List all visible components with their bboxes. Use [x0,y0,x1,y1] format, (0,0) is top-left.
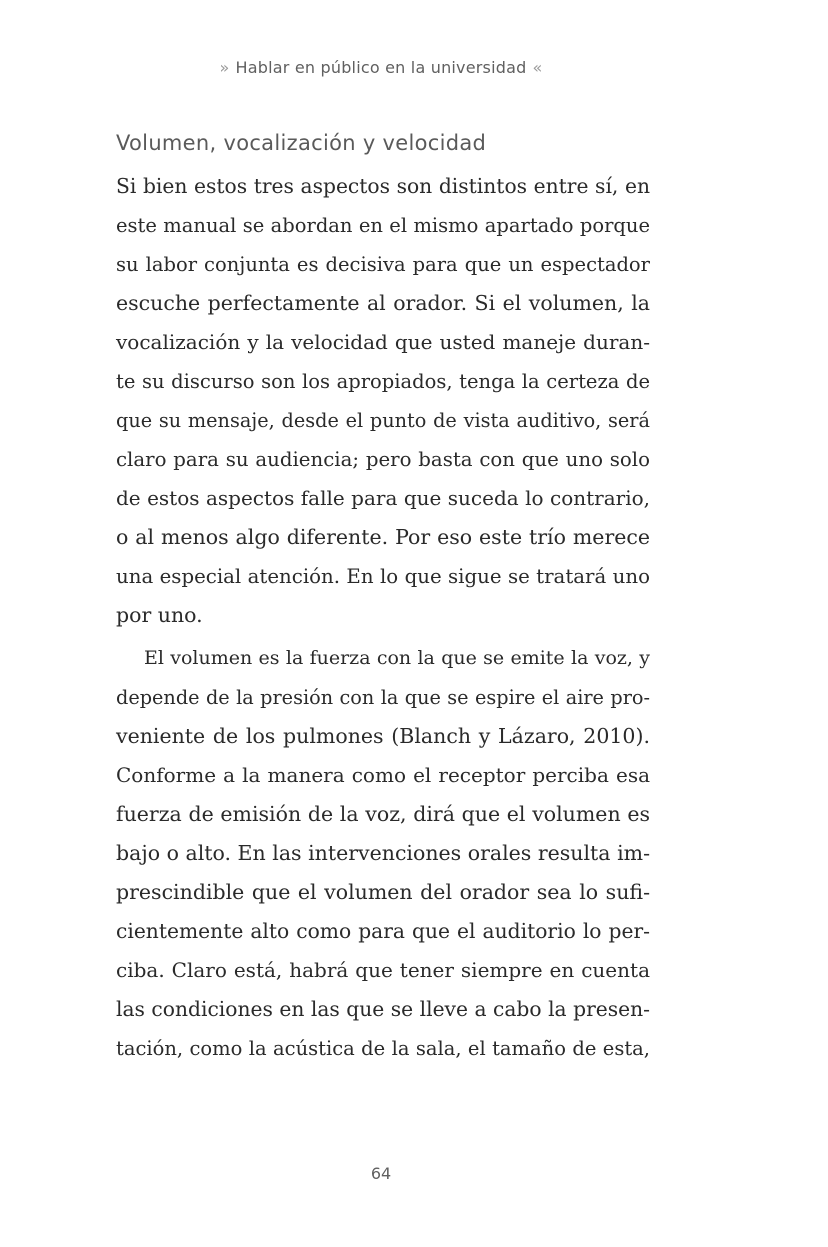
text-line: una especial atención. En lo que sigue se tratará uno [116,565,650,588]
page-number: 64 [370,1164,392,1183]
text-line: claro para su audiencia; pero basta con que uno solo [116,448,650,471]
header-title: Hablar en público en la universidad [235,58,527,77]
text-line: cientemente alto como para que el auditorio lo per- [116,919,650,943]
text-line: tación, como la acústica de la sala, el tamaño de esta, [116,1037,650,1060]
text-line: este manual se abordan en el mismo apartado porque [116,214,650,237]
text-line: escuche perfectamente al orador. Si el volumen, la [116,291,650,315]
text-line: bajo o alto. En las intervenciones orales resulta im- [116,841,650,865]
text-line: por uno. [116,603,203,627]
text-line: te su discurso son los apropiados, tenga la certeza de [116,370,650,393]
paragraph-2 [116,639,650,1068]
text-line: veniente de los pulmones (Blanch y Lázaro, 2010). [116,724,650,748]
text-line: Si bien estos tres aspectos son distintos entre sí, en [116,174,650,198]
body-text [116,167,650,1068]
text-line: El volumen es la fuerza con la que se emite la voz, y [144,647,650,669]
running-header [0,58,762,77]
header-close-mark: « [532,58,543,77]
text-line: Conforme a la manera como el receptor perciba esa [116,763,650,787]
text-line: las condiciones en las que se lleve a cabo la presen- [116,997,650,1021]
text-line: depende de la presión con la que se espire el aire pro- [116,686,650,709]
section-heading: Volumen, vocalización y velocidad [116,131,487,155]
text-line: prescindible que el volumen del orador sea lo sufi- [116,880,650,904]
paragraph-1 [116,167,650,635]
text-line: ciba. Claro está, habrá que tener siempre en cuenta [116,958,650,982]
text-line: o al menos algo diferente. Por eso este trío merece [116,525,650,549]
text-line: que su mensaje, desde el punto de vista auditivo, será [116,409,650,432]
header-open-mark: » [219,58,230,77]
text-line: fuerza de emisión de la voz, dirá que el volumen es [116,802,650,826]
text-line: vocalización y la velocidad que usted maneje duran- [116,330,650,354]
text-line: su labor conjunta es decisiva para que un espectador [116,253,650,276]
text-line: de estos aspectos falle para que suceda lo contrario, [116,486,650,510]
